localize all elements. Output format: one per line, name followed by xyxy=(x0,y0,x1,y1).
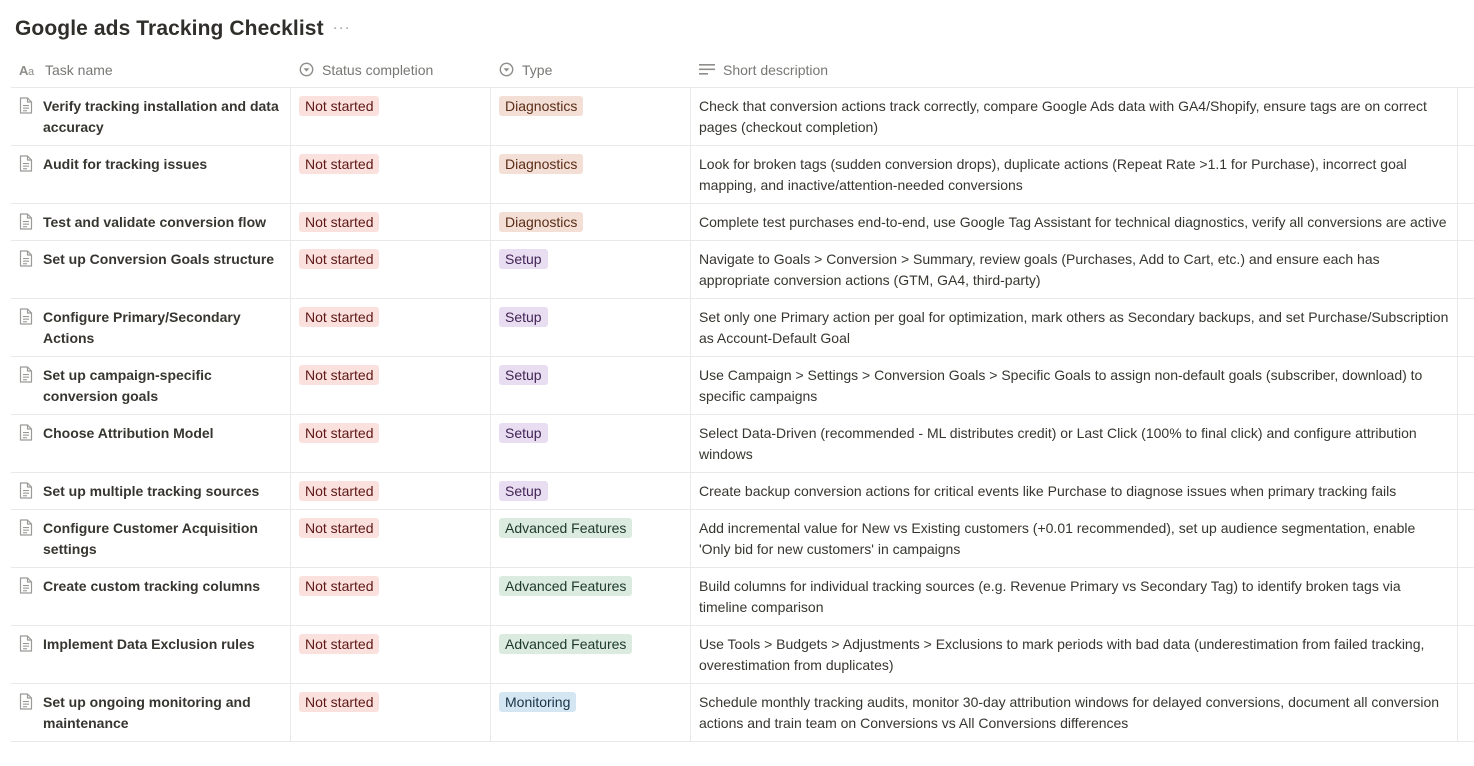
task-cell[interactable] xyxy=(11,204,291,240)
status-cell[interactable] xyxy=(291,241,491,298)
page-document-icon xyxy=(19,250,35,268)
status-badge[interactable]: Not started xyxy=(299,307,379,327)
svg-text:a: a xyxy=(28,65,35,76)
short-description: Look for broken tags (sudden conversion drops), duplicate actions (Repeat Rate >1.1 for Purchase), incorrect goal mapping, and inactive/attention-needed conversions xyxy=(699,156,1407,193)
task-cell[interactable] xyxy=(11,626,291,683)
table-row[interactable] xyxy=(11,473,1474,510)
task-name[interactable]: Choose Attribution Model xyxy=(43,425,214,441)
type-badge[interactable]: Diagnostics xyxy=(499,96,583,116)
status-cell[interactable] xyxy=(291,299,491,356)
status-badge[interactable]: Not started xyxy=(299,96,379,116)
title-row xyxy=(15,12,351,46)
row-spacer xyxy=(1458,568,1474,625)
task-cell[interactable] xyxy=(11,684,291,741)
row-spacer xyxy=(1458,684,1474,741)
task-cell[interactable] xyxy=(11,146,291,203)
type-badge[interactable]: Advanced Features xyxy=(499,518,632,538)
status-badge[interactable]: Not started xyxy=(299,154,379,174)
type-cell[interactable] xyxy=(491,510,691,567)
short-description: Navigate to Goals > Conversion > Summary, review goals (Purchases, Add to Cart, etc.) and ensure each has appropriate conversion actions (GTM, GA4, third-party) xyxy=(699,251,1380,288)
column-header-label: Task name xyxy=(45,61,113,78)
status-cell[interactable] xyxy=(291,88,491,145)
column-header-label: Type xyxy=(522,61,553,78)
more-options-icon[interactable]: ··· xyxy=(332,18,351,36)
table-row[interactable] xyxy=(11,626,1474,684)
task-name[interactable]: Test and validate conversion flow xyxy=(43,214,267,230)
status-cell[interactable] xyxy=(291,357,491,414)
short-description: Schedule monthly tracking audits, monitor 30-day attribution windows for delayed conversions, document all conversion actions and train team on Conversions vs All Conversions differences xyxy=(699,694,1440,731)
row-spacer xyxy=(1458,357,1474,414)
type-badge[interactable]: Setup xyxy=(499,481,548,501)
short-description: Use Tools > Budgets > Adjustments > Exclusions to mark periods with bad data (underestimation from failed tracking, overestimation from duplicates) xyxy=(699,636,1425,673)
column-header-spacer xyxy=(1458,52,1474,87)
short-description: Create backup conversion actions for critical events like Purchase to diagnose issues when primary tracking fails xyxy=(699,483,1397,499)
short-description: Add incremental value for New vs Existing customers (+0.01 recommended), set up audience segmentation, enable 'Only bid for new customers' in campaigns xyxy=(699,520,1416,557)
status-badge[interactable]: Not started xyxy=(299,576,379,596)
table-row[interactable] xyxy=(11,299,1474,357)
table-row[interactable] xyxy=(11,415,1474,473)
row-spacer xyxy=(1458,299,1474,356)
page-document-icon xyxy=(19,635,35,653)
short-description: Select Data-Driven (recommended - ML distributes credit) or Last Click (100% to final click) and configure attribution windows xyxy=(699,425,1417,462)
status-badge[interactable]: Not started xyxy=(299,634,379,654)
type-cell[interactable] xyxy=(491,204,691,240)
status-cell[interactable] xyxy=(291,415,491,472)
type-cell[interactable] xyxy=(491,299,691,356)
short-description: Use Campaign > Settings > Conversion Goals > Specific Goals to assign non-default goals (subscriber, download) to specific campaigns xyxy=(699,367,1423,404)
row-spacer xyxy=(1458,146,1474,203)
type-cell[interactable] xyxy=(491,626,691,683)
description-cell[interactable] xyxy=(691,415,1458,472)
page-document-icon xyxy=(19,482,35,500)
page-title[interactable]: Google ads Tracking Checklist xyxy=(15,17,324,40)
task-name[interactable]: Configure Primary/Secondary Actions xyxy=(43,309,241,346)
task-name[interactable]: Audit for tracking issues xyxy=(43,156,208,172)
status-badge[interactable]: Not started xyxy=(299,692,379,712)
status-cell[interactable] xyxy=(291,510,491,567)
description-cell[interactable] xyxy=(691,299,1458,356)
row-spacer xyxy=(1458,626,1474,683)
task-cell[interactable] xyxy=(11,473,291,509)
row-spacer xyxy=(1458,415,1474,472)
description-cell[interactable] xyxy=(691,684,1458,741)
row-spacer xyxy=(1458,241,1474,298)
table-row[interactable] xyxy=(11,88,1474,146)
type-cell[interactable] xyxy=(491,568,691,625)
task-name[interactable]: Set up ongoing monitoring and maintenance xyxy=(43,694,251,731)
task-name[interactable]: Set up Conversion Goals structure xyxy=(43,251,275,267)
checklist-table xyxy=(11,52,1474,742)
description-cell[interactable] xyxy=(691,357,1458,414)
page-document-icon xyxy=(19,308,35,326)
description-cell[interactable] xyxy=(691,204,1458,240)
column-header-task-name[interactable] xyxy=(11,52,291,87)
table-row[interactable] xyxy=(11,146,1474,204)
type-badge[interactable]: Monitoring xyxy=(499,692,576,712)
column-header-label: Short description xyxy=(723,61,829,78)
page-document-icon xyxy=(19,519,35,537)
status-badge[interactable]: Not started xyxy=(299,212,379,232)
type-cell[interactable] xyxy=(491,473,691,509)
status-badge[interactable]: Not started xyxy=(299,423,379,443)
type-cell[interactable] xyxy=(491,146,691,203)
task-cell[interactable] xyxy=(11,299,291,356)
page-document-icon xyxy=(19,366,35,384)
description-cell[interactable] xyxy=(691,146,1458,203)
task-name[interactable]: Set up multiple tracking sources xyxy=(43,483,260,499)
description-cell[interactable] xyxy=(691,241,1458,298)
page-document-icon xyxy=(19,155,35,173)
table-row[interactable] xyxy=(11,510,1474,568)
status-badge[interactable]: Not started xyxy=(299,481,379,501)
type-badge[interactable]: Advanced Features xyxy=(499,576,632,596)
type-cell[interactable] xyxy=(491,241,691,298)
row-spacer xyxy=(1458,204,1474,240)
column-header-short-description[interactable] xyxy=(691,52,1458,87)
table-row[interactable] xyxy=(11,684,1474,742)
type-badge[interactable]: Diagnostics xyxy=(499,212,583,232)
status-cell[interactable] xyxy=(291,684,491,741)
table-row[interactable] xyxy=(11,204,1474,241)
page-document-icon xyxy=(19,97,35,115)
type-cell[interactable] xyxy=(491,684,691,741)
task-name[interactable]: Set up campaign-specific conversion goals xyxy=(43,367,212,404)
status-badge[interactable]: Not started xyxy=(299,249,379,269)
status-badge[interactable]: Not started xyxy=(299,365,379,385)
type-badge[interactable]: Diagnostics xyxy=(499,154,583,174)
type-cell[interactable] xyxy=(491,88,691,145)
table-row[interactable] xyxy=(11,568,1474,626)
type-cell[interactable] xyxy=(491,415,691,472)
type-badge[interactable]: Setup xyxy=(499,365,548,385)
status-cell[interactable] xyxy=(291,146,491,203)
status-cell[interactable] xyxy=(291,568,491,625)
row-spacer xyxy=(1458,473,1474,509)
lines-text-icon xyxy=(699,63,715,76)
description-cell[interactable] xyxy=(691,88,1458,145)
row-spacer xyxy=(1458,510,1474,567)
status-badge[interactable]: Not started xyxy=(299,518,379,538)
select-circle-icon xyxy=(299,62,314,77)
short-description: Build columns for individual tracking sources (e.g. Revenue Primary vs Secondary Tag) to identify broken tags via timeline comparison xyxy=(699,578,1401,615)
aa-text-icon xyxy=(19,64,37,76)
column-header-type[interactable] xyxy=(491,52,691,87)
description-cell[interactable] xyxy=(691,568,1458,625)
description-cell[interactable] xyxy=(691,626,1458,683)
type-cell[interactable] xyxy=(491,357,691,414)
status-cell[interactable] xyxy=(291,204,491,240)
column-header-label: Status completion xyxy=(322,61,434,78)
type-badge[interactable]: Advanced Features xyxy=(499,634,632,654)
svg-text:A: A xyxy=(19,63,29,76)
status-cell[interactable] xyxy=(291,626,491,683)
short-description: Check that conversion actions track correctly, compare Google Ads data with GA4/Shopify, ensure tags are on correct pages (checkout completion) xyxy=(699,98,1427,135)
table-header xyxy=(11,52,1474,88)
task-cell[interactable] xyxy=(11,357,291,414)
description-cell[interactable] xyxy=(691,473,1458,509)
task-cell[interactable] xyxy=(11,568,291,625)
page-document-icon xyxy=(19,424,35,442)
task-cell[interactable] xyxy=(11,88,291,145)
page-document-icon xyxy=(19,693,35,711)
type-badge[interactable]: Setup xyxy=(499,307,548,327)
row-spacer xyxy=(1458,88,1474,145)
page-document-icon xyxy=(19,577,35,595)
table-row[interactable] xyxy=(11,357,1474,415)
task-name[interactable]: Create custom tracking columns xyxy=(43,578,261,594)
task-name[interactable]: Implement Data Exclusion rules xyxy=(43,636,255,652)
task-cell[interactable] xyxy=(11,415,291,472)
select-circle-icon xyxy=(499,62,514,77)
description-cell[interactable] xyxy=(691,510,1458,567)
table-row[interactable] xyxy=(11,241,1474,299)
status-cell[interactable] xyxy=(291,473,491,509)
short-description: Complete test purchases end-to-end, use Google Tag Assistant for technical diagnostics, verify all conversions are active xyxy=(699,214,1447,230)
type-badge[interactable]: Setup xyxy=(499,423,548,443)
type-badge[interactable]: Setup xyxy=(499,249,548,269)
short-description: Set only one Primary action per goal for optimization, mark others as Secondary backups, and set Purchase/Subscription as Account-Default Goal xyxy=(699,309,1449,346)
page-document-icon xyxy=(19,213,35,231)
task-name[interactable]: Configure Customer Acquisition settings xyxy=(43,520,258,557)
column-header-status[interactable] xyxy=(291,52,491,87)
task-cell[interactable] xyxy=(11,510,291,567)
task-name[interactable]: Verify tracking installation and data accuracy xyxy=(43,98,279,135)
table-body xyxy=(11,88,1474,742)
task-cell[interactable] xyxy=(11,241,291,298)
